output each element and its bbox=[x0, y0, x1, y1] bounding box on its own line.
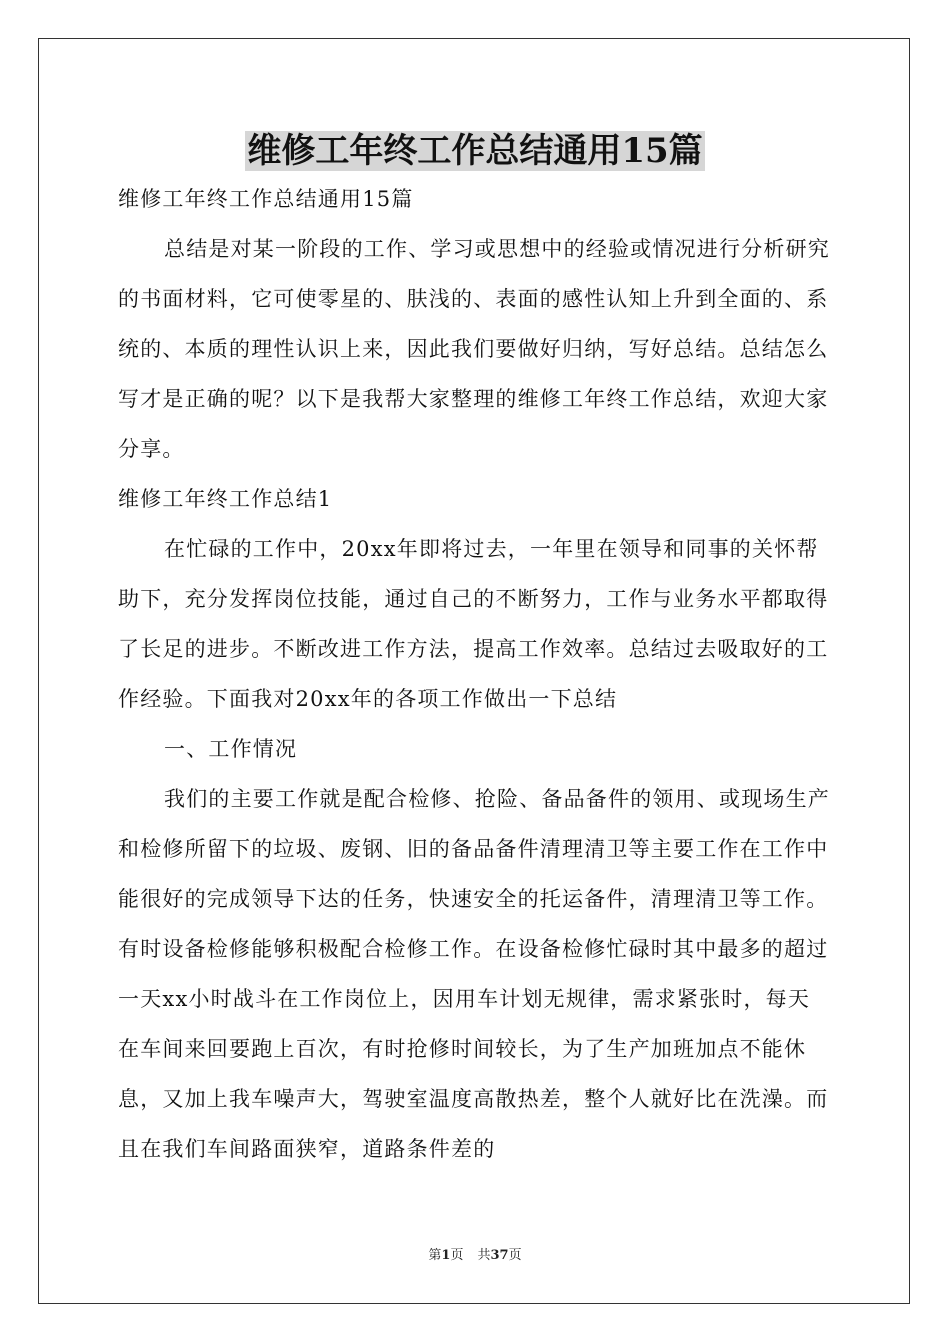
document-body bbox=[118, 174, 832, 1174]
page-suffix: 页 bbox=[450, 1248, 464, 1263]
current-page-number: 1 bbox=[441, 1248, 451, 1263]
total-prefix: 共 bbox=[477, 1248, 491, 1263]
page-footer bbox=[0, 1244, 950, 1263]
intro-paragraph: 总结是对某一阶段的工作、学习或思想中的经验或情况进行分析研究的书面材料，它可使零星的、肤浅的、表面的感性认知上升到全面的、系统的、本质的理性认识上来，因此我们要做好归纳，写好总结。总结怎么写才是正确的呢？以下是我帮大家整理的维修工年终工作总结，欢迎大家分享。 bbox=[118, 237, 830, 461]
total-suffix: 页 bbox=[508, 1248, 522, 1263]
document-title-text: 维修工年终工作总结通用15篇 bbox=[247, 131, 703, 171]
subsection-heading: 一、工作情况 bbox=[164, 737, 298, 761]
total-page-count: 37 bbox=[490, 1248, 509, 1263]
page-prefix: 第 bbox=[428, 1248, 442, 1263]
body-paragraph: 我们的主要工作就是配合检修、抢险、备品备件的领用、或现场生产和检修所留下的垃圾、废钢、旧的备品备件清理清卫等主要工作在工作中能很好的完成领导下达的任务，快速安全的托运备件，清理清卫等工作。有时设备检修能够积极配合检修工作。在设备检修忙碌时其中最多的超过一天xx小时战斗在工作岗位上，因用车计划无规律，需求紧张时，每天在车间来回要跑上百次，有时抢修时间较长，为了生产加班加点不能休息，又加上我车噪声大，驾驶室温度高散热差，整个人就好比在洗澡。而且在我们车间路面狭窄，道路条件差的 bbox=[118, 787, 830, 1161]
section-heading: 维修工年终工作总结1 bbox=[118, 487, 333, 511]
subtitle-line: 维修工年终工作总结通用15篇 bbox=[118, 187, 414, 211]
document-title bbox=[0, 126, 950, 176]
body-paragraph: 在忙碌的工作中，20xx年即将过去，一年里在领导和同事的关怀帮助下，充分发挥岗位技能，通过自己的不断努力，工作与业务水平都取得了长足的进步。不断改进工作方法，提高工作效率。总结过去吸取好的工作经验。下面我对20xx年的各项工作做出一下总结 bbox=[118, 537, 829, 711]
